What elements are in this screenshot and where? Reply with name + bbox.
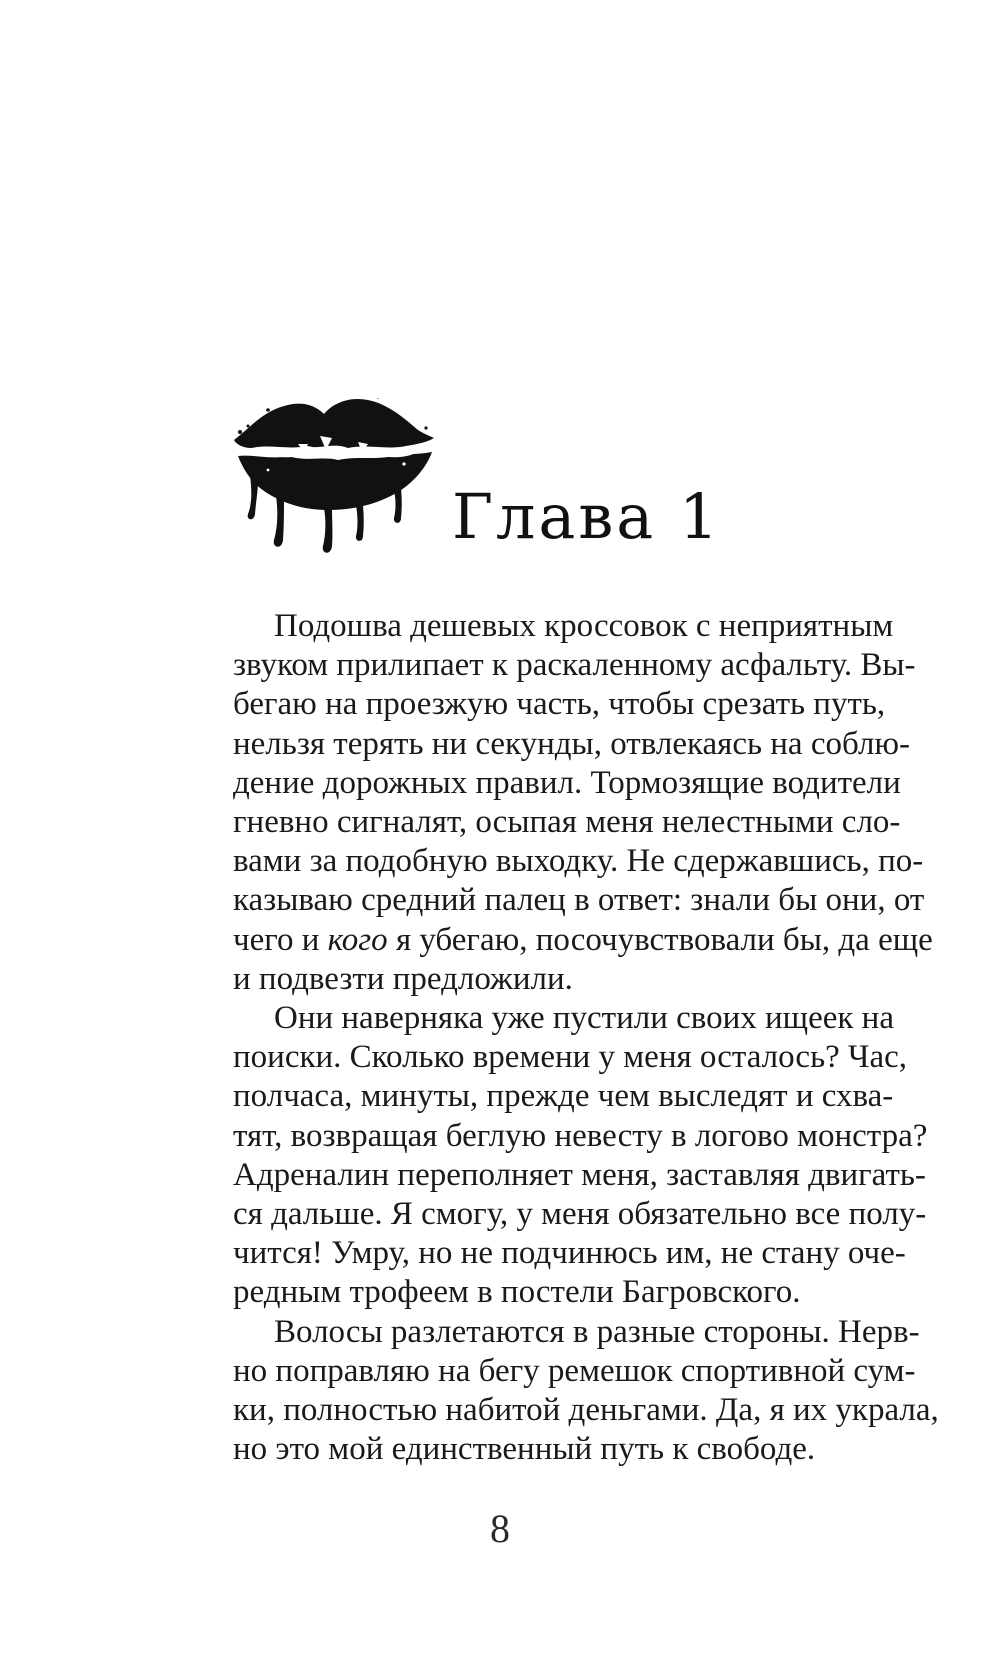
text-line: Они наверняка уже пустили своих ищеек на	[274, 1000, 894, 1037]
text-line: поиски. Сколько времени у меня осталось? Час,	[233, 1039, 908, 1076]
text-line: казываю средний палец в ответ: знали бы они, от	[233, 882, 925, 919]
text-line: Волосы разлетаются в разные стороны. Нерв-	[274, 1313, 920, 1350]
paragraph-3	[233, 1313, 939, 1470]
text-fragment: я убегаю, посочувствовали бы, да еще	[387, 921, 933, 958]
text-line: звуком прилипает к раскаленному асфальту. Вы-	[233, 647, 916, 684]
text-line: Подошва дешевых кроссовок с неприятным	[274, 608, 894, 644]
text-line: ки, полностью набитой деньгами. Да, я их украла,	[233, 1392, 939, 1429]
paragraph-2	[233, 999, 928, 1313]
text-line: полчаса, минуты, прежде чем выследят и схва-	[233, 1078, 894, 1115]
text-line: чится! Умру, но не подчинюсь им, не стану оче-	[233, 1235, 906, 1272]
text-line: тят, возвращая беглую невесту в логово монстра?	[233, 1117, 928, 1154]
text-line: но это мой единственный путь к свободе.	[233, 1431, 816, 1468]
text-line: нельзя терять ни секунды, отвлекаясь на соблю-	[233, 725, 911, 762]
dripping-lips-icon	[228, 398, 438, 568]
text-line: ся дальше. Я смогу, у меня обязательно все полу-	[233, 1196, 927, 1233]
text-line: вами за подобную выходку. Не сдержавшись, по-	[233, 843, 924, 880]
text-line-with-emphasis	[233, 921, 933, 960]
text-line: но поправляю на бегу ремешок спортивной сум-	[233, 1352, 916, 1389]
page-number: 8	[490, 1506, 510, 1551]
text-line: и подвезти предложили.	[233, 960, 573, 997]
text-line: Адреналин переполняет меня, заставляя двигать-	[233, 1156, 926, 1193]
paragraph-1	[233, 607, 933, 999]
text-fragment: чего и	[233, 921, 328, 958]
chapter-title: Глава 1	[452, 480, 722, 553]
chapter-body-text	[233, 607, 939, 1469]
text-line: редным трофеем в постели Багровского.	[233, 1274, 801, 1311]
text-line: бегаю на проезжую часть, чтобы срезать путь,	[233, 686, 886, 723]
text-line: гневно сигналят, осыпая меня нелестными сло-	[233, 804, 901, 841]
emphasized-word: кого	[327, 921, 388, 958]
text-line: дение дорожных правил. Тормозящие водители	[233, 764, 901, 801]
